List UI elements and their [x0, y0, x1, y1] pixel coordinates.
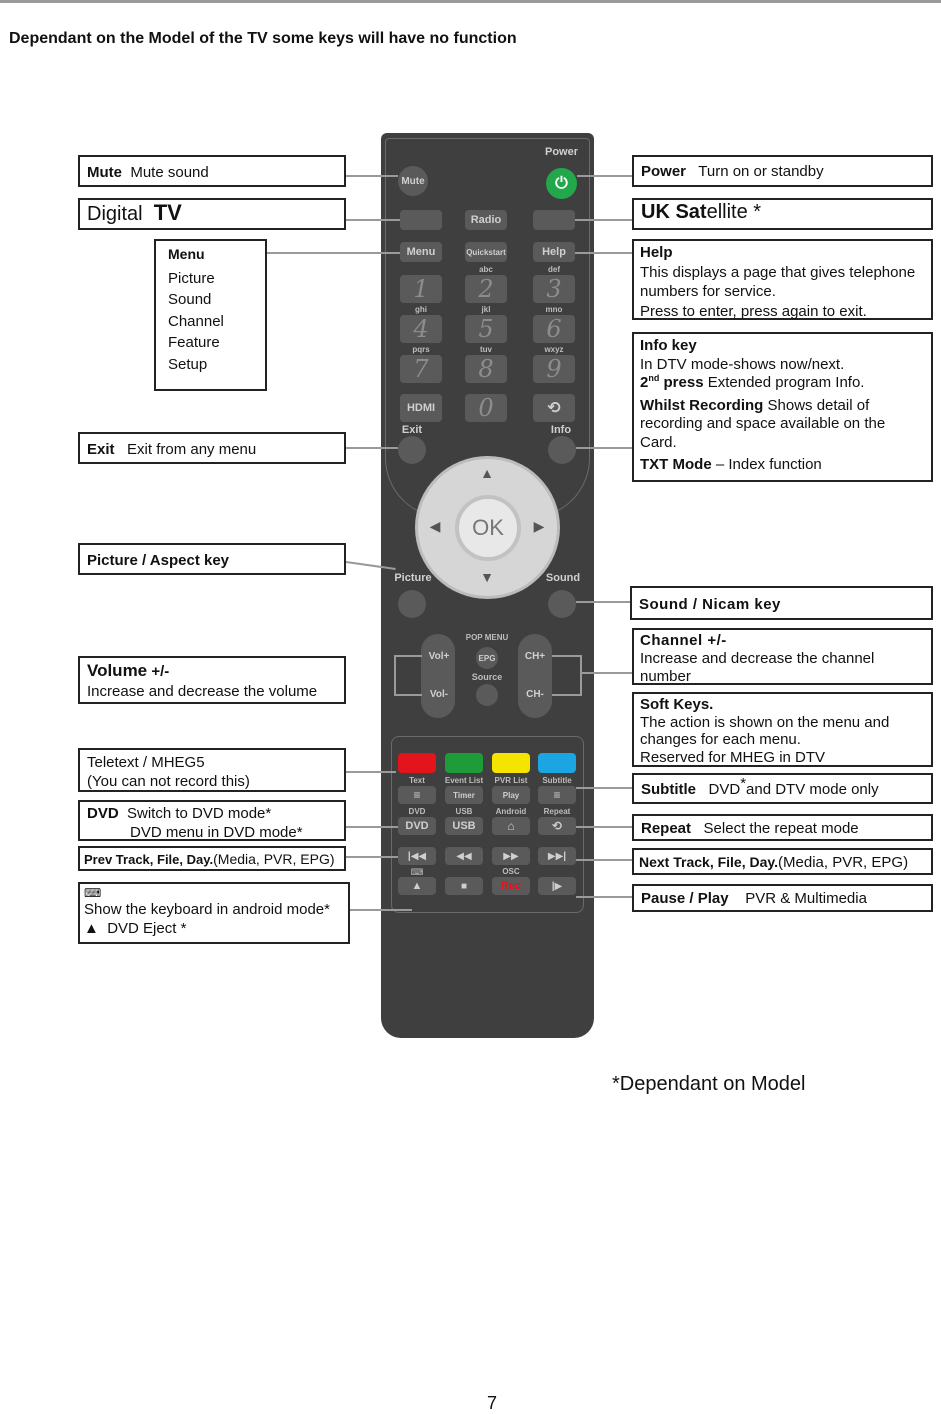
exit-button[interactable]: [398, 436, 426, 464]
usb-small-label: USB: [455, 807, 473, 816]
connector-line: [576, 859, 633, 861]
callout-text: The action is shown on the menu and: [640, 713, 890, 731]
sound-callout: [630, 586, 933, 620]
callout-title: Next Track, File, Day.: [639, 854, 779, 870]
connector-line: [575, 252, 633, 254]
menu-label: Menu: [406, 246, 436, 258]
source-button[interactable]: [476, 684, 498, 706]
callout-text: number: [640, 668, 691, 685]
help-button[interactable]: [533, 242, 575, 262]
channel-callout: [632, 628, 933, 685]
hdmi-label: HDMI: [406, 402, 436, 414]
quickstart-label: Quickstart: [466, 247, 506, 257]
connector-line: [580, 672, 633, 674]
exit-label: Exit: [401, 424, 423, 436]
keyboard-eject-callout: [78, 882, 350, 944]
channel-rocker[interactable]: [518, 634, 552, 718]
callout-text: DVD Eject: [107, 920, 177, 937]
callout-title: Digital: [87, 203, 143, 225]
callout-title: Prev Track, File, Day.: [84, 852, 214, 867]
keyboard-small-icon: ⌨: [410, 867, 424, 877]
callout-title: ellite *: [706, 201, 762, 223]
hdmi-button[interactable]: [400, 394, 442, 422]
fast-forward-button[interactable]: [492, 847, 530, 865]
uk-satellite-callout: [632, 198, 933, 230]
connector-line: [552, 655, 582, 657]
power-callout: [632, 155, 933, 187]
skip-back-icon: |◀◀: [407, 850, 427, 862]
text-label: Text: [409, 776, 425, 785]
connector-line: [577, 175, 633, 177]
pause-play-icon: |▶: [551, 880, 563, 892]
footnote: *Dependant on Model: [612, 1073, 806, 1095]
remote-control: [381, 133, 594, 1038]
swap-button[interactable]: [533, 394, 575, 422]
callout-title: Sound / Nicam key: [639, 596, 781, 613]
callout-text: nd: [648, 373, 660, 383]
volume-rocker[interactable]: [421, 634, 455, 718]
pop-menu-label: POP MENU: [465, 633, 509, 642]
callout-title: Mute: [87, 164, 122, 181]
picture-button[interactable]: [398, 590, 426, 618]
connector-line: [346, 447, 398, 449]
page-number: 7: [487, 1393, 498, 1413]
digit-4-button[interactable]: [400, 315, 442, 343]
fast-forward-icon: ▶▶: [503, 850, 519, 862]
callout-text: PVR & Multimedia: [745, 890, 867, 907]
connector-line: [346, 856, 398, 858]
connector-line: [552, 694, 582, 696]
ch-minus-label: CH-: [526, 689, 544, 700]
callout-title-suffix: +/-: [151, 663, 170, 680]
callout-text: Increase and decrease the volume: [87, 683, 318, 700]
callout-text: Reserved for MHEG in DTV: [640, 748, 826, 766]
help-label: Help: [542, 246, 566, 258]
quickstart-button[interactable]: [465, 242, 507, 262]
top-rule: [0, 0, 941, 3]
callout-text: Exit from any menu: [127, 441, 257, 458]
next-track-callout: [632, 848, 933, 875]
callout-title: Pause / Play: [641, 890, 729, 907]
connector-line: [576, 601, 630, 603]
callout-text: (Media, PVR, EPG): [778, 854, 909, 871]
right-arrow-icon[interactable]: ▶: [533, 518, 545, 534]
repeat-icon: ⟲: [551, 819, 563, 833]
usb-button[interactable]: [445, 817, 483, 835]
connector-line: [394, 694, 422, 696]
picture-label: Picture: [394, 572, 432, 584]
mute-callout: [78, 155, 346, 187]
prev-button[interactable]: [398, 847, 436, 865]
callout-text: press: [659, 374, 704, 391]
repeat-callout: [632, 814, 933, 841]
subtitle-icon: ≡: [553, 788, 561, 802]
callout-text: In DTV mode-shows now/next.: [640, 355, 845, 373]
menu-item: Channel: [168, 312, 224, 330]
connector-line: [346, 219, 400, 221]
digit-7-button[interactable]: [400, 355, 442, 383]
callout-title: UK Sat: [641, 201, 707, 223]
connector-line: [575, 219, 633, 221]
callout-title: Help: [640, 244, 673, 261]
teletext-callout: [78, 748, 346, 792]
callout-text: DVD: [708, 781, 741, 798]
abc-label: abc: [479, 265, 493, 274]
callout-title: Channel +/-: [640, 632, 727, 649]
digit-label: 0: [478, 394, 494, 422]
keyboard-icon: ⌨: [84, 886, 102, 900]
asterisk: *: [740, 775, 747, 792]
digit-5-button[interactable]: [465, 315, 507, 343]
page-heading: Dependant on the Model of the TV some keys will have no function: [9, 30, 517, 47]
sound-button[interactable]: [548, 590, 576, 618]
callout-text: Shows detail of: [763, 396, 870, 414]
osc-label: OSC: [502, 867, 520, 876]
connector-line: [576, 787, 633, 789]
play-list-button[interactable]: [492, 786, 530, 804]
connector-line: [346, 175, 398, 177]
soft-keys-callout: [632, 692, 933, 767]
down-arrow-icon[interactable]: ▼: [480, 569, 494, 585]
digit-label: 2: [478, 275, 494, 303]
callout-text: Card.: [640, 433, 677, 451]
eject-button[interactable]: [398, 877, 436, 895]
swap-icon: ⟲: [547, 400, 561, 417]
red-button[interactable]: [398, 753, 436, 773]
rewind-button[interactable]: [445, 847, 483, 865]
blue-button[interactable]: [538, 753, 576, 773]
stop-icon: ■: [460, 880, 468, 892]
pvr-list-label: PVR List: [494, 776, 528, 785]
callout-title: Subtitle: [641, 781, 696, 798]
text-icon: ≡: [413, 788, 421, 802]
help-callout: [632, 239, 933, 320]
callout-text: – Index function: [711, 456, 822, 473]
dvd-button[interactable]: [398, 817, 436, 835]
digit-label: 9: [546, 355, 562, 383]
callout-text: Select the repeat mode: [703, 820, 859, 837]
power-icon: ⏻: [555, 174, 568, 192]
callout-title: DVD: [87, 805, 119, 822]
pause-play-button[interactable]: [538, 877, 576, 895]
callout-title: Repeat: [641, 820, 692, 837]
usb-label: USB: [452, 820, 476, 832]
connector-line: [576, 896, 633, 898]
dvd-callout: [78, 800, 346, 841]
asterisk: *: [265, 805, 272, 822]
callout-title: Soft Keys.: [640, 696, 714, 713]
ok-button[interactable]: [455, 495, 521, 561]
digit-label: 5: [478, 315, 494, 343]
callout-text: Show the keyboard in android mode*: [84, 901, 330, 918]
callout-text: Extended program Info.: [703, 374, 865, 391]
ch-plus-label: CH+: [524, 651, 546, 662]
repeat-button[interactable]: [538, 817, 576, 835]
left-arrow-icon[interactable]: ◀: [429, 518, 441, 534]
def-label: def: [548, 265, 560, 274]
menu-item: Feature: [168, 334, 220, 351]
pqrs-label: pqrs: [412, 345, 430, 354]
radio-label: Radio: [470, 214, 502, 226]
repeat-label: Repeat: [543, 807, 571, 816]
prev-track-callout: [78, 846, 346, 871]
dvd-small-label: DVD: [408, 807, 426, 816]
text-button[interactable]: [398, 786, 436, 804]
android-label: Android: [495, 807, 527, 816]
epg-button[interactable]: [476, 647, 498, 669]
info-key-callout: [632, 332, 933, 482]
digit-label: 1: [413, 275, 429, 303]
callout-text: Switch to DVD mode: [127, 805, 266, 822]
wxyz-label: wxyz: [544, 345, 564, 354]
info-label: Info: [550, 424, 572, 436]
volume-callout: [78, 656, 346, 704]
radio-button[interactable]: [465, 210, 507, 230]
callout-text: DVD menu in DVD mode: [130, 824, 297, 841]
callout-text: recording and space available on the: [640, 415, 886, 432]
callout-text: changes for each menu.: [640, 731, 801, 748]
menu-button[interactable]: [400, 242, 442, 262]
skip-forward-icon: ▶▶|: [547, 850, 567, 862]
dvd-label: DVD: [405, 820, 429, 832]
info-button[interactable]: [548, 436, 576, 464]
callout-text: (Media, PVR, EPG): [213, 851, 335, 867]
timer-button[interactable]: [445, 786, 483, 804]
asterisk: *: [296, 824, 303, 841]
timer-label: Timer: [453, 790, 475, 800]
connector-line: [346, 826, 398, 828]
digit-6-button[interactable]: [533, 315, 575, 343]
callout-title: Picture / Aspect key: [87, 552, 230, 569]
digit-8-button[interactable]: [465, 355, 507, 383]
mute-button[interactable]: [398, 166, 428, 196]
menu-item: Setup: [168, 355, 208, 373]
callout-text: 2: [640, 374, 649, 391]
rec-label: Rec: [500, 880, 522, 892]
next-button[interactable]: [538, 847, 576, 865]
asterisk: *: [180, 920, 187, 937]
digit-1-button[interactable]: [400, 275, 442, 303]
callout-text: numbers for service.: [640, 283, 776, 300]
digit-9-button[interactable]: [533, 355, 575, 383]
callout-text: TXT Mode: [640, 456, 712, 473]
picture-callout: [78, 543, 346, 575]
connector-line: [394, 655, 422, 657]
digit-3-button[interactable]: [533, 275, 575, 303]
digit-label: 8: [478, 355, 494, 383]
digit-label: 4: [413, 315, 429, 343]
home-icon: ⌂: [507, 819, 515, 833]
callout-text: Teletext / MHEG5: [87, 754, 205, 771]
uk-satellite-button[interactable]: [533, 210, 575, 230]
ghi-label: ghi: [415, 305, 427, 314]
callout-title: Info key: [640, 337, 697, 354]
callout-title: Menu: [168, 246, 205, 262]
callout-title: Volume: [87, 661, 148, 680]
subtitle-button[interactable]: [538, 786, 576, 804]
callout-title: Power: [641, 163, 687, 180]
connector-line: [580, 655, 582, 696]
callout-text: This displays a page that gives telephone: [640, 263, 916, 281]
digit-label: 7: [413, 355, 429, 383]
power-label: Power: [544, 146, 578, 158]
mute-button-label: Mute: [401, 175, 425, 187]
ok-label: OK: [472, 515, 504, 540]
menu-item: Sound: [168, 291, 212, 308]
callout-text: Mute sound: [130, 164, 209, 181]
power-button[interactable]: [546, 168, 577, 199]
callout-text: Whilst Recording: [640, 396, 764, 414]
callout-text: (You can not record this): [87, 773, 250, 790]
callout-text: Turn on or standby: [698, 163, 824, 180]
digit-label: 3: [546, 275, 562, 303]
digital-tv-button[interactable]: [400, 210, 442, 230]
up-arrow-icon[interactable]: ▲: [480, 465, 494, 481]
exit-callout: [78, 432, 346, 464]
subtitle-callout: [632, 773, 933, 804]
connector-line: [394, 655, 396, 696]
source-label: Source: [471, 672, 503, 682]
sound-label: Sound: [545, 572, 581, 584]
digit-0-button[interactable]: [465, 394, 507, 422]
mno-label: mno: [545, 305, 563, 314]
callout-text: Increase and decrease the channel: [640, 650, 875, 667]
jkl-label: jkl: [481, 305, 491, 314]
vol-plus-label: Vol+: [428, 651, 450, 662]
menu-callout: [154, 239, 267, 391]
subtitle-label: Subtitle: [542, 776, 572, 785]
connector-line: [576, 826, 633, 828]
connector-line: [266, 252, 400, 254]
connector-line: [346, 771, 396, 773]
digit-2-button[interactable]: [465, 275, 507, 303]
android-home-button[interactable]: [492, 817, 530, 835]
callout-title: Exit: [87, 441, 115, 458]
stop-button[interactable]: [445, 877, 483, 895]
vol-minus-label: Vol-: [429, 689, 449, 700]
pause-play-callout: [632, 884, 933, 912]
green-button[interactable]: [445, 753, 483, 773]
callout-text: Press to enter, press again to exit.: [640, 302, 867, 320]
callout-text: and DTV mode only: [746, 781, 879, 798]
eject-icon: ▲: [84, 920, 99, 937]
yellow-button[interactable]: [492, 753, 530, 773]
epg-label: EPG: [478, 653, 496, 663]
rewind-icon: ◀◀: [456, 850, 472, 862]
tuv-label: tuv: [480, 345, 492, 354]
digital-tv-callout: [78, 198, 346, 230]
event-list-label: Event List: [444, 776, 484, 785]
connector-line: [350, 909, 412, 911]
menu-item: Picture: [168, 269, 215, 287]
digit-label: 6: [546, 315, 562, 343]
connector-line: [576, 447, 633, 449]
callout-title: TV: [153, 200, 182, 225]
eject-icon: ▲: [411, 880, 423, 892]
record-button[interactable]: [492, 877, 530, 895]
play-label: Play: [502, 790, 520, 800]
